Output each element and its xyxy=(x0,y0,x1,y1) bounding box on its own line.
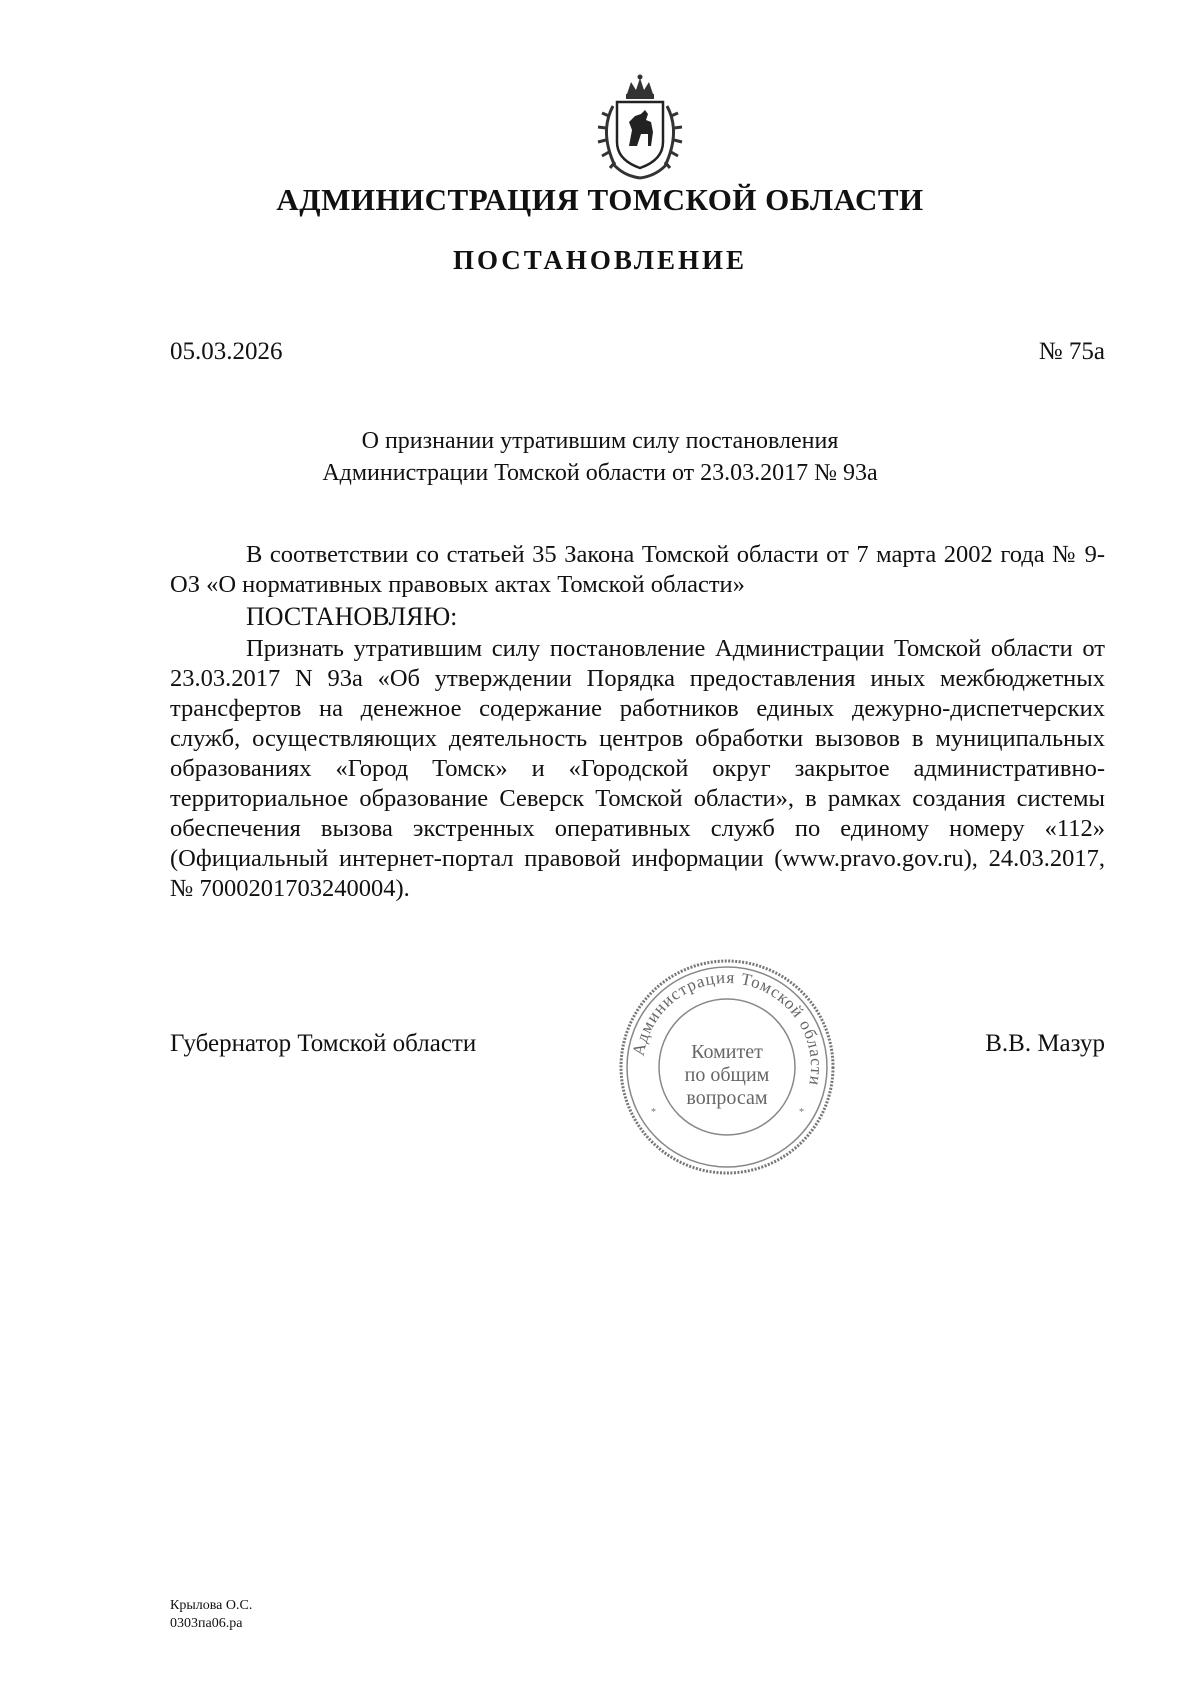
official-seal-icon xyxy=(615,955,839,1179)
document-body xyxy=(170,540,1105,904)
document-type-title: ПОСТАНОВЛЕНИЕ xyxy=(452,245,748,275)
document-number: № 75а xyxy=(1038,338,1105,365)
document-date: 05.03.2026 xyxy=(170,338,283,365)
preamble-paragraph: В соответствии со статьей 35 Закона Томской области от 7 марта 2002 года № 9-ОЗ «О нормативных правовых актах Томской области» xyxy=(170,541,1105,598)
document-subject xyxy=(200,425,1000,489)
organization-title: АДМИНИСТРАЦИЯ ТОМСКОЙ ОБЛАСТИ xyxy=(276,182,924,217)
svg-text:*: * xyxy=(651,1107,656,1118)
signatory-title: Губернатор Томской области xyxy=(170,1030,477,1057)
svg-text:*: * xyxy=(799,1107,804,1118)
executor-file: 0303па06.ра xyxy=(170,1616,243,1631)
subject-line: Администрации Томской области от 23.03.2017 № 93а xyxy=(322,460,878,486)
signatory-name: В.В. Мазур xyxy=(985,1030,1105,1057)
seal-ring-text: Администрация Томской области xyxy=(628,967,827,1088)
coat-of-arms-icon xyxy=(585,72,695,184)
subject-line: О признании утратившим силу постановления xyxy=(361,428,839,454)
resolve-heading: ПОСТАНОВЛЯЮ: xyxy=(246,602,458,631)
executor-name: Крылова О.С. xyxy=(170,1598,253,1613)
executor-info xyxy=(170,1597,252,1633)
seal-center-text: Комитет xyxy=(691,1041,763,1063)
decision-paragraph: Признать утратившим силу постановление Администрации Томской области от 23.03.2017 N 93а «Об утверждении Порядка предоставления иных межбюджетных трансфертов на денежное содержание работников единых дежурно-диспетчерских служб, осуществляющих деятельность центров обработки вызовов в муниципальных образованиях «Город Томск» и «Городской округ закрытое административно-территориальное образование Северск Томской области», в рамках создания системы обеспечения вызова экстренных оперативных служб по единому номеру «112» (Официальный интернет-портал правовой информации (www.pravo.gov.ru), 24.03.2017, № 7000201703240004). xyxy=(170,635,1105,902)
seal-center-text: по общим xyxy=(684,1064,770,1086)
seal-center-text: вопросам xyxy=(686,1087,768,1109)
